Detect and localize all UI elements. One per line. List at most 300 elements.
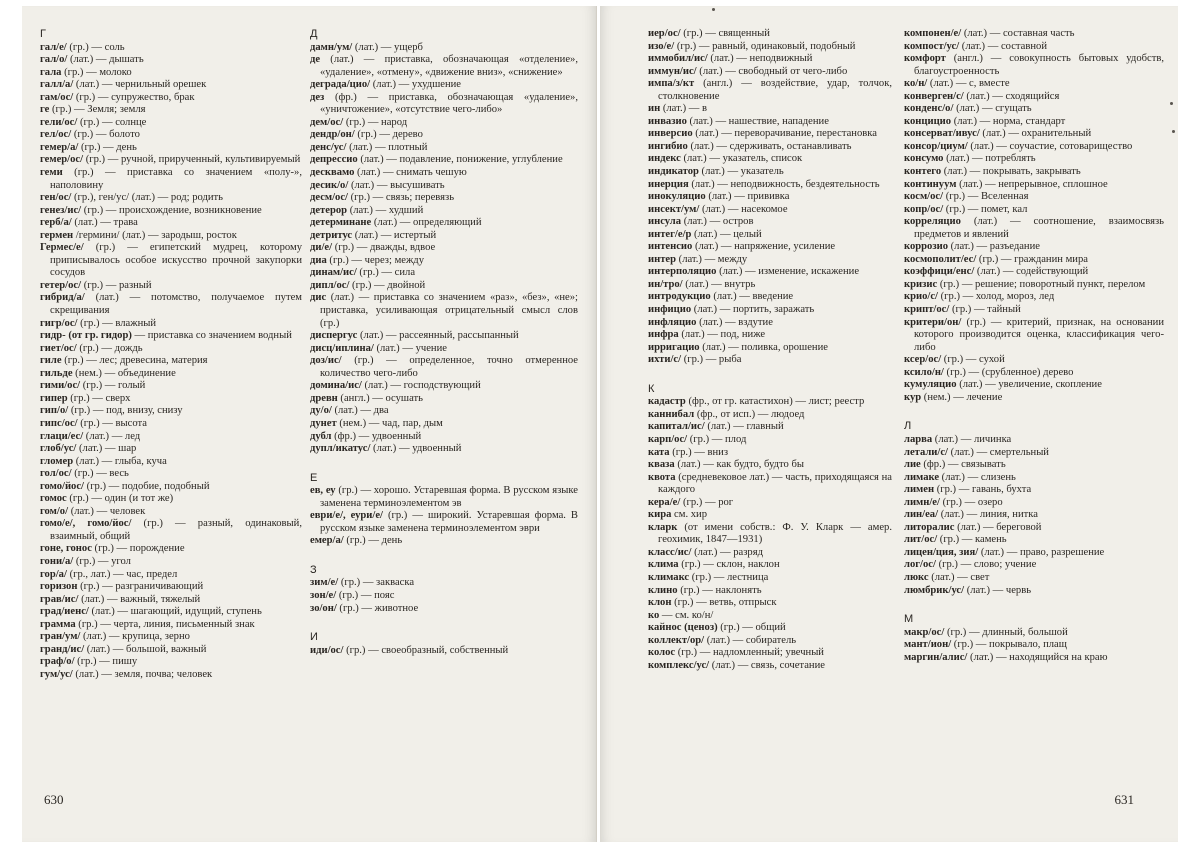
entry-definition: (лат.) — плотный <box>346 141 428 153</box>
entry-definition: (лат.) — важный, тяжелый <box>78 593 201 605</box>
dictionary-entry <box>40 280 302 293</box>
dictionary-entry <box>904 367 1164 380</box>
dictionary-entry <box>40 318 302 331</box>
dictionary-entry <box>40 569 302 582</box>
entry-definition: (лат.) — потреблять <box>943 153 1036 165</box>
entry-definition: (гр.) — угол <box>73 555 131 567</box>
entry-headword: дендр/он/ <box>310 129 355 141</box>
left-page-column-1 <box>40 28 302 681</box>
section-gap <box>904 404 1164 420</box>
entry-headword: комплекс/ус/ <box>648 659 710 671</box>
dictionary-entry <box>904 41 1164 54</box>
dictionary-entry <box>310 142 578 155</box>
entry-definition: (лат.) — связь, сочетание <box>709 659 825 671</box>
entry-headword: ксило/н/ <box>904 366 944 378</box>
entry-definition: (гр.) — дождь <box>76 342 143 354</box>
entry-definition: (лат.) — свет <box>928 571 990 583</box>
section-letter: Л <box>904 420 912 433</box>
dictionary-entry <box>310 577 578 590</box>
dictionary-entry <box>310 510 578 535</box>
entry-definition: (лат.) — неподвижность, бездеятельность <box>688 178 880 190</box>
entry-definition: (гр.) — солнце <box>77 116 147 128</box>
page-number: 630 <box>44 792 64 807</box>
entry-definition: (лат.) — прививка <box>705 191 790 203</box>
dictionary-entry <box>40 606 302 619</box>
entry-definition: (лат.) — ущерб <box>352 41 423 53</box>
dictionary-entry <box>904 204 1164 217</box>
dictionary-entry <box>310 192 578 205</box>
entry-definition: (лат.) — шагающий, идущий, ступень <box>88 606 262 618</box>
entry-definition: (гр.) — хорошо. Устаревшая форма. В русском языке заменена терминоэлементом эв <box>320 485 578 509</box>
dictionary-entry <box>40 393 302 406</box>
entry-headword: карп/ос/ <box>648 433 688 445</box>
entry-headword: еври/е/, еури/е/ <box>310 510 383 522</box>
entry-headword: древн <box>310 392 338 404</box>
entry-headword: копр/ос/ <box>904 203 944 215</box>
entry-definition: (гр.) — сверх <box>67 392 131 404</box>
entry-headword: гермен <box>40 229 74 241</box>
entry-headword: гели/ос/ <box>40 116 78 128</box>
entry-definition: (гр.) — соль <box>66 41 125 53</box>
entry-definition: (лат.) — худший <box>347 204 424 216</box>
entry-headword: квота <box>648 471 676 483</box>
entry-headword: динам/ис/ <box>310 267 357 279</box>
entry-definition: (лат.) — внутрь <box>682 278 756 290</box>
dictionary-entry <box>904 392 1164 405</box>
dictionary-entry <box>648 78 892 103</box>
right-page-column-1 <box>648 28 892 672</box>
entry-definition: (гр., лат.) — час, предел <box>66 568 178 580</box>
entry-headword: лие <box>904 459 921 471</box>
dictionary-entry <box>904 28 1164 41</box>
entry-definition: (гр.) — происхождение, возникновение <box>81 204 262 216</box>
entry-definition: (гр.) — болото <box>71 129 140 141</box>
section-letter: Г <box>40 28 46 40</box>
entry-definition: см. хир <box>671 509 708 521</box>
entry-headword: континуум <box>904 178 957 190</box>
entry-headword: ксер/ос/ <box>904 354 942 366</box>
entry-headword: консерват/ивус/ <box>904 128 980 140</box>
entry-headword: гран/ум/ <box>40 631 81 643</box>
dictionary-entry <box>40 117 302 130</box>
entry-headword: кира <box>648 509 672 521</box>
entry-headword: гемер/ос/ <box>40 154 84 166</box>
entry-headword: гемер/а/ <box>40 141 79 153</box>
dictionary-entry <box>904 91 1164 104</box>
dictionary-entry <box>40 431 302 444</box>
section-letter: Д <box>310 28 318 40</box>
entry-definition: (лат.) — указатель <box>698 166 784 178</box>
entry-definition: (гр.) — тайный <box>949 304 1021 316</box>
entry-definition: (гр.) — весь <box>71 468 129 480</box>
entry-headword: гипер <box>40 392 68 404</box>
entry-headword: гони/а/ <box>40 555 74 567</box>
dictionary-entry <box>310 330 578 343</box>
entry-headword: климакс <box>648 571 690 583</box>
entry-definition: (лат.) — в <box>660 103 708 115</box>
entry-definition: (лат.) — поливка, орошение <box>699 341 828 353</box>
entry-headword: глоб/ус/ <box>40 443 77 455</box>
dictionary-entry <box>310 645 578 658</box>
dictionary-entry <box>310 603 578 616</box>
entry-headword: корреляцио <box>904 216 961 228</box>
entry-headword: инсула <box>648 216 682 228</box>
dictionary-entry <box>40 355 302 368</box>
dictionary-entry <box>40 343 302 356</box>
entry-definition: (англ.) — совокупность бытовых удобств, благоустроенность <box>914 53 1164 77</box>
entry-definition: (лат.) — под, ниже <box>678 329 766 341</box>
entry-definition: (гр.) — разграничивающий <box>77 581 204 593</box>
entry-headword: колос <box>648 647 676 659</box>
entry-headword: гигр/ос/ <box>40 317 78 329</box>
entry-headword: гибрид/а/ <box>40 292 85 304</box>
dictionary-entry <box>40 418 302 431</box>
dictionary-entry <box>648 472 892 497</box>
print-speck <box>1172 130 1175 133</box>
dictionary-entry <box>310 292 578 330</box>
entry-headword: макр/ос/ <box>904 626 945 638</box>
entry-headword: ихти/с/ <box>648 354 682 366</box>
section-letter: И <box>310 631 318 644</box>
dictionary-entry <box>648 116 892 129</box>
page-number: 631 <box>1114 792 1134 807</box>
section-gap <box>310 615 578 631</box>
entry-definition: (лат.) — разъедание <box>948 241 1040 253</box>
dictionary-entry <box>904 547 1164 560</box>
dictionary-entry <box>904 627 1164 640</box>
dictionary-entry <box>648 547 892 560</box>
entry-headword: гломер <box>40 455 74 467</box>
entry-headword: гал/е/ <box>40 41 67 53</box>
entry-headword: конверген/с/ <box>904 90 964 102</box>
dictionary-entry <box>904 522 1164 535</box>
dictionary-entry <box>648 28 892 41</box>
entry-definition: (гр.) — рог <box>680 496 734 508</box>
dictionary-entry <box>904 103 1164 116</box>
entry-definition: (лат.) — с, вместе <box>927 78 1010 90</box>
dictionary-entry <box>904 534 1164 547</box>
entry-definition: (лат.) — разряд <box>691 546 763 558</box>
dictionary-entry <box>904 291 1164 304</box>
entry-headword: горизон <box>40 581 78 593</box>
entry-definition: (гр.) — высота <box>77 417 147 429</box>
entry-headword: ин <box>648 103 661 115</box>
entry-definition: (от имени собств.: Ф. У. Кларк — амер. геохимик, 1847—1931) <box>658 521 892 546</box>
entry-definition: (лат.) — составная часть <box>961 28 1075 39</box>
entry-definition: (лат.) — потомство, получаемое путем скрещивания <box>50 292 302 317</box>
dictionary-entry <box>310 42 578 55</box>
print-speck <box>1170 102 1173 105</box>
entry-definition: (лат.) — приставка со значением «раз», «без», «не»; приставка, усиливающая отрицательный смысл слов (гр.) <box>320 292 578 329</box>
dictionary-entry <box>648 610 892 623</box>
section-letter: З <box>310 563 317 576</box>
entry-headword: инокуляцио <box>648 191 706 203</box>
entry-headword: мант/ион/ <box>904 639 952 651</box>
dictionary-entry <box>648 585 892 598</box>
entry-definition: (фр.) — удвоенный <box>331 430 422 442</box>
entry-definition: (лат.) — ухудшение <box>370 79 462 91</box>
entry-headword: грав/ис/ <box>40 593 79 605</box>
entry-definition: (лат.) — введение <box>710 291 794 303</box>
dictionary-entry <box>648 497 892 510</box>
section-letter: М <box>904 613 914 626</box>
entry-headword: ев, еу <box>310 485 336 497</box>
entry-headword: детерор <box>310 204 348 216</box>
right-page <box>600 6 1178 842</box>
dictionary-entry <box>40 79 302 92</box>
entry-headword: дубл <box>310 430 332 442</box>
dictionary-entry <box>40 631 302 644</box>
entry-definition: (лат.) — право, разрешение <box>978 546 1105 558</box>
print-speck <box>712 8 715 11</box>
dictionary-entry <box>904 484 1164 497</box>
entry-definition: (лат.) — лед <box>83 430 141 442</box>
entry-definition: (гр.) — день <box>78 141 137 153</box>
entry-headword: консумо <box>904 153 944 165</box>
entry-headword: маргин/алис/ <box>904 651 968 663</box>
entry-definition: (лат.) — подавление, понижение, углубление <box>357 154 563 166</box>
entry-definition: (гр.) — решение; поворотный пункт, перелом <box>937 278 1146 290</box>
entry-definition: (фр.) — приставка, обозначающая «удаление», «уничтожение», «отсутствие чего-либо» <box>320 91 578 116</box>
left-page-column-2 <box>310 28 578 657</box>
entry-headword: летали/с/ <box>904 446 949 458</box>
entry-definition: (лат.) — нашествие, нападение <box>686 115 829 127</box>
entry-headword: консор/циум/ <box>904 140 968 152</box>
entry-definition: (гр.) — закваска <box>338 577 415 589</box>
entry-headword: гомо/йос/ <box>40 480 85 492</box>
entry-headword: дез <box>310 91 325 103</box>
entry-headword: лицен/ция, зия/ <box>904 546 979 558</box>
entry-definition: (лат.) — снимать чешую <box>354 167 467 179</box>
dictionary-entry <box>40 330 302 343</box>
entry-definition: (гр.) — пишу <box>74 656 138 668</box>
entry-definition: (гр.) — под, внизу, снизу <box>68 405 183 417</box>
entry-headword: кваза <box>648 459 675 471</box>
entry-definition: (нем.) — объединение <box>72 367 176 379</box>
entry-definition: (лат.) — крупица, зерно <box>80 631 190 643</box>
entry-definition: (лат.) — соучастие, сотоварищество <box>967 140 1133 152</box>
entry-headword: де <box>310 54 321 66</box>
dictionary-entry <box>904 447 1164 460</box>
entry-definition: (лат.) — охранительный <box>979 128 1092 140</box>
dictionary-entry <box>40 493 302 506</box>
entry-definition: (гр.) — сухой <box>941 354 1005 366</box>
entry-headword: коэффици/енс/ <box>904 266 975 278</box>
entry-definition: (средневековое лат.) — часть, приходящаяся на каждого <box>658 471 892 496</box>
entry-headword: коллект/ор/ <box>648 634 705 646</box>
entry-headword: интерполяцио <box>648 266 717 278</box>
dictionary-entry <box>904 652 1164 665</box>
entry-headword: ген/ос/ <box>40 192 72 204</box>
dictionary-entry <box>904 572 1164 585</box>
entry-headword: интенсио <box>648 241 693 253</box>
entry-definition: (англ.) — осушать <box>337 392 423 404</box>
entry-headword: детритус <box>310 229 353 241</box>
entry-definition: (лат.) — дышать <box>67 54 144 66</box>
entry-headword: гум/ус/ <box>40 668 73 680</box>
entry-headword: концицио <box>904 115 952 127</box>
entry-definition: (гр.) — критерий, признак, на основании которого производится оценка, классификация чего-либо <box>914 316 1164 353</box>
entry-headword: глаци/ес/ <box>40 430 84 442</box>
dictionary-entry <box>310 242 578 255</box>
entry-definition: (лат.) — два <box>331 405 389 417</box>
dictionary-entry <box>904 509 1164 522</box>
entry-headword: интродукцио <box>648 291 711 303</box>
entry-definition: (гр.) — ветвь, отпрыск <box>671 597 777 609</box>
dictionary-entry <box>648 622 892 635</box>
dictionary-entry <box>648 396 892 409</box>
entry-headword: крио/с/ <box>904 291 938 303</box>
entry-definition: (гр.) — лес; древесина, материя <box>61 355 208 367</box>
entry-headword: импа/з/кт <box>648 78 695 90</box>
entry-headword: люкс <box>904 571 929 583</box>
dictionary-entry <box>648 103 892 116</box>
entry-definition: (лат.) — личинка <box>932 433 1012 445</box>
dictionary-entry <box>40 154 302 167</box>
dictionary-entry <box>648 304 892 317</box>
entry-definition: (гр.) — помет, кал <box>943 203 1028 215</box>
entry-headword: контего <box>904 166 942 178</box>
entry-headword: лин/еа/ <box>904 509 939 521</box>
dictionary-entry <box>904 179 1164 192</box>
dictionary-entry <box>904 241 1164 254</box>
entry-headword: кайнос (ценоз) <box>648 622 718 634</box>
dictionary-entry <box>904 128 1164 141</box>
entry-headword: гильде <box>40 367 73 379</box>
entry-definition: (лат.) — собиратель <box>704 634 797 646</box>
entry-headword: диа <box>310 254 327 266</box>
entry-headword: клон <box>648 597 672 609</box>
dictionary-entry <box>40 594 302 607</box>
entry-definition: (нем.) — чад, пар, дым <box>336 417 443 429</box>
dictionary-entry <box>40 456 302 469</box>
entry-definition: (гр.) — народ <box>343 116 408 128</box>
dictionary-entry <box>40 518 302 543</box>
dictionary-entry <box>904 266 1164 279</box>
entry-headword: клима <box>648 559 679 571</box>
entry-headword: лимен <box>904 484 935 496</box>
entry-definition: (гр.) — слово; учение <box>935 559 1037 571</box>
entry-headword: ин/тро/ <box>648 278 683 290</box>
dictionary-entry <box>40 644 302 657</box>
entry-headword: крипт/ос/ <box>904 304 950 316</box>
dictionary-entry <box>904 141 1164 154</box>
entry-definition: (гр.) — влажный <box>77 317 157 329</box>
entry-headword: интер <box>648 253 677 265</box>
dictionary-entry <box>648 66 892 79</box>
entry-headword: ко <box>648 609 660 621</box>
entry-headword: люмбрик/ус/ <box>904 584 965 596</box>
entry-definition: (лат.) — сгущать <box>953 103 1032 115</box>
entry-definition: (лат.) — целый <box>691 228 762 240</box>
dictionary-entry <box>904 434 1164 447</box>
entry-definition: (гр.) — дерево <box>354 129 423 141</box>
dictionary-entry <box>648 647 892 660</box>
dictionary-entry <box>648 216 892 229</box>
entry-definition: (лат.) — содействующий <box>974 266 1089 278</box>
entry-definition: (лат.) — составной <box>959 40 1048 52</box>
entry-headword: грамма <box>40 618 76 630</box>
dictionary-entry <box>40 142 302 155</box>
section-gap <box>648 367 892 383</box>
entry-headword: клино <box>648 584 678 596</box>
dictionary-entry <box>904 216 1164 241</box>
entry-headword: граф/о/ <box>40 656 75 668</box>
dictionary-entry <box>648 421 892 434</box>
entry-definition: (лат.) — береговой <box>954 521 1042 533</box>
dictionary-entry <box>648 141 892 154</box>
entry-headword: комфорт <box>904 53 946 65</box>
entry-definition: (лат.) — насекомое <box>699 203 788 215</box>
dictionary-entry <box>648 291 892 304</box>
entry-definition: (гр.) — наклонять <box>677 584 762 596</box>
entry-definition: (лат.) — между <box>676 253 748 265</box>
entry-headword: град/иенс/ <box>40 606 89 618</box>
dictionary-entry <box>648 559 892 572</box>
dictionary-entry <box>648 229 892 242</box>
entry-definition: (лат.) — изменение, искажение <box>716 266 860 278</box>
entry-definition: (фр.) — связывать <box>920 459 1006 471</box>
entry-headword: ирригацио <box>648 341 700 353</box>
entry-headword: инсект/ум/ <box>648 203 700 215</box>
entry-definition: (лат.) — свободный от чего-либо <box>696 65 848 77</box>
dictionary-entry <box>904 585 1164 598</box>
dictionary-entry <box>40 468 302 481</box>
entry-definition: (гр.) — пояс <box>336 589 395 601</box>
entry-definition: (лат.) — остров <box>681 216 754 228</box>
dictionary-entry <box>310 230 578 243</box>
dictionary-entry <box>310 255 578 268</box>
entry-definition: (фр., от исп.) — людоед <box>694 408 805 420</box>
entry-definition: (лат.) — учение <box>373 342 447 354</box>
entry-headword: кризис <box>904 278 938 290</box>
entry-headword: лит/ос/ <box>904 534 938 546</box>
dictionary-entry <box>904 497 1164 510</box>
dictionary-entry <box>40 543 302 556</box>
entry-headword: кера/е/ <box>648 496 681 508</box>
entry-definition: (гр.) — египетский мудрец, которому приписывалось особое искусство прочной закупорки сосудов <box>50 242 302 279</box>
entry-headword: дамн/ум/ <box>310 41 353 53</box>
dictionary-entry <box>310 355 578 380</box>
entry-headword: гомо/е/, гомо/йос/ <box>40 518 132 530</box>
entry-definition: (гр.) — один (и тот же) <box>66 493 174 505</box>
entry-headword: кумуляцио <box>904 379 957 391</box>
dictionary-entry <box>648 354 892 367</box>
entry-definition: (гр.) — рыба <box>681 354 742 366</box>
entry-definition: (лат.) — портить, заражать <box>691 304 815 316</box>
entry-definition: (лат.) — глыба, куча <box>73 455 167 467</box>
entry-definition: (гр.) — холод, мороз, лед <box>938 291 1055 303</box>
dictionary-entry <box>40 506 302 519</box>
entry-definition: (лат.) — указатель, список <box>680 153 803 165</box>
dictionary-entry <box>648 409 892 422</box>
dictionary-entry <box>40 67 302 80</box>
dictionary-entry <box>310 418 578 431</box>
entry-headword: ингибио <box>648 140 688 152</box>
dictionary-entry <box>904 472 1164 485</box>
entry-headword: дунет <box>310 417 337 429</box>
entry-definition: (гр.) — через; между <box>326 254 424 266</box>
dictionary-entry <box>310 267 578 280</box>
entry-headword: гал/о/ <box>40 54 68 66</box>
entry-headword: космополит/ес/ <box>904 253 977 265</box>
entry-definition: (гр.) — склон, наклон <box>678 559 780 571</box>
entry-definition: (лат.) — напряжение, усиление <box>692 241 836 253</box>
dictionary-entry <box>310 167 578 180</box>
dictionary-entry <box>904 279 1164 292</box>
entry-headword: зон/е/ <box>310 589 337 601</box>
entry-headword: гиле <box>40 355 62 367</box>
